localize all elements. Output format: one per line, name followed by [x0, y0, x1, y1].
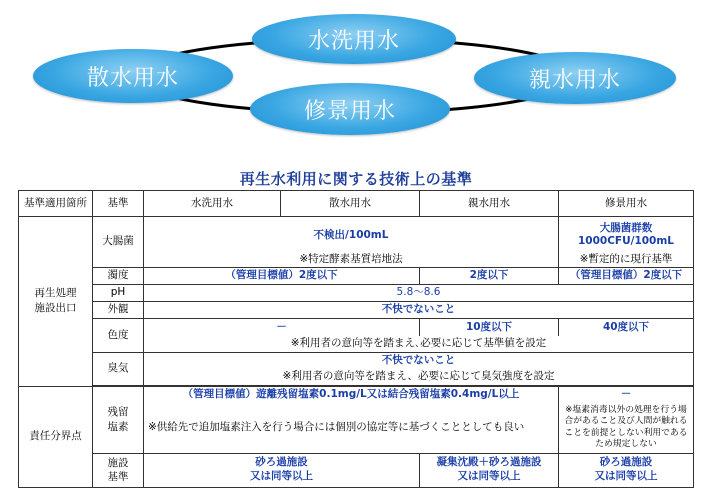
appearance-value: 不快でないこと: [144, 301, 694, 318]
facility-shinsui: [420, 453, 559, 487]
section-plant-outlet-label: 再生処理 施設出口: [34, 286, 77, 315]
color-shinsui: 10度以下: [420, 318, 559, 336]
item-ph: pH: [93, 284, 144, 301]
header-shinsui: 親水用水: [420, 191, 559, 217]
ellipse-suisen: [252, 14, 456, 64]
item-turbidity: 濁度: [93, 267, 144, 284]
chlorine-value: （管理目標値）遊離残留塩素0.1mg/L又は結合残留塩素0.4mg/L以上: [144, 386, 559, 403]
section-plant-outlet: [19, 217, 93, 387]
header-row: [19, 191, 694, 217]
chlorine-keikan: －: [559, 386, 694, 403]
facility-shinsui-line1: 凝集沈殿＋砂ろ過施設: [436, 456, 542, 469]
ellipse-shinsui: [474, 52, 676, 104]
item-appearance: 外観: [93, 301, 144, 318]
header-standard: 基準: [93, 191, 144, 217]
item-chlorine-line2: 塩素: [107, 420, 129, 433]
ellipse-suisen-label: 水洗用水: [307, 28, 400, 54]
header-suisen: 水洗用水: [144, 191, 281, 217]
chlorine-note: ※供給先で追加塩素注入を行う場合には個別の協定等に基づくこととしても良い: [144, 403, 559, 453]
odor-value: 不快でないこと: [144, 352, 694, 369]
table-row: [19, 318, 694, 336]
facility-value-line2: 又は同等以上: [250, 470, 313, 482]
turbidity-shinsui: 2度以下: [420, 267, 559, 284]
ecoli-keikan-line1: 大腸菌群数: [599, 221, 653, 234]
color-keikan: 40度以下: [559, 318, 694, 336]
facility-value-line1: 砂ろ過施設: [255, 456, 308, 469]
item-ecoli: 大腸菌: [93, 217, 144, 268]
table-row: [19, 386, 694, 403]
header-shukei: 修景用水: [559, 191, 694, 217]
item-chlorine-line1: 残留: [107, 406, 129, 419]
turbidity-keikan: （管理目標値）2度以下: [559, 267, 694, 284]
ellipse-sansui-label: 散水用水: [86, 65, 179, 91]
ecoli-note: ※特定酵素基質培地法: [144, 253, 559, 267]
facility-keikan-line1: 砂ろ過施設: [599, 456, 653, 469]
ellipse-shukei: [250, 83, 450, 135]
odor-note: ※利用者の意向等を踏まえ、必要に応じて臭気強度を設定: [144, 369, 694, 385]
color-note: ※利用者の意向等を踏まえ､必要に応じて基準値を設定: [144, 336, 694, 352]
item-facility-line1: 施設: [107, 456, 129, 469]
table-row: [19, 352, 694, 369]
standards-table: [18, 190, 694, 488]
ellipse-sansui: [33, 49, 233, 103]
header-sansui: 散水用水: [281, 191, 420, 217]
table-row: [19, 267, 694, 284]
item-chlorine: [93, 386, 144, 453]
facility-value: [144, 453, 420, 487]
item-odor: 臭気: [93, 352, 144, 385]
table-row: [19, 284, 694, 301]
table-title: 再生水利用に関する技術上の基準: [239, 170, 473, 188]
ecoli-keikan: [559, 217, 694, 254]
facility-shinsui-line2: 又は同等以上: [457, 470, 521, 482]
usage-diagram: [0, 0, 712, 160]
section-responsibility-boundary: 責任分界点: [19, 386, 93, 487]
table-row: [19, 217, 694, 254]
ph-value: 5.8～8.6: [144, 284, 694, 301]
ecoli-value: 不検出/100mL: [144, 217, 559, 254]
turbidity-value: （管理目標値）2度以下: [144, 267, 420, 284]
header-location: 基準適用箇所: [19, 191, 93, 217]
ecoli-keikan-line2: 1000CFU/100mL: [577, 235, 674, 247]
item-color: 色度: [93, 318, 144, 352]
ellipse-shinsui-label: 親水用水: [528, 67, 621, 93]
item-facility: [93, 453, 144, 487]
facility-keikan: [559, 453, 694, 487]
facility-keikan-line2: 又は同等以上: [594, 470, 658, 482]
item-facility-line2: 基準: [107, 471, 129, 483]
color-dash: －: [144, 318, 420, 336]
table-row: [19, 453, 694, 487]
ecoli-keikan-note: ※暫定的に現行基準: [559, 253, 694, 267]
chlorine-keikan-note: ※塩素消毒以外の処理を行う場合があること及び人間が触れることを前提としない利用であるため規定しない: [559, 403, 694, 453]
ellipse-shukei-label: 修景用水: [303, 98, 396, 124]
table-row: [19, 301, 694, 318]
